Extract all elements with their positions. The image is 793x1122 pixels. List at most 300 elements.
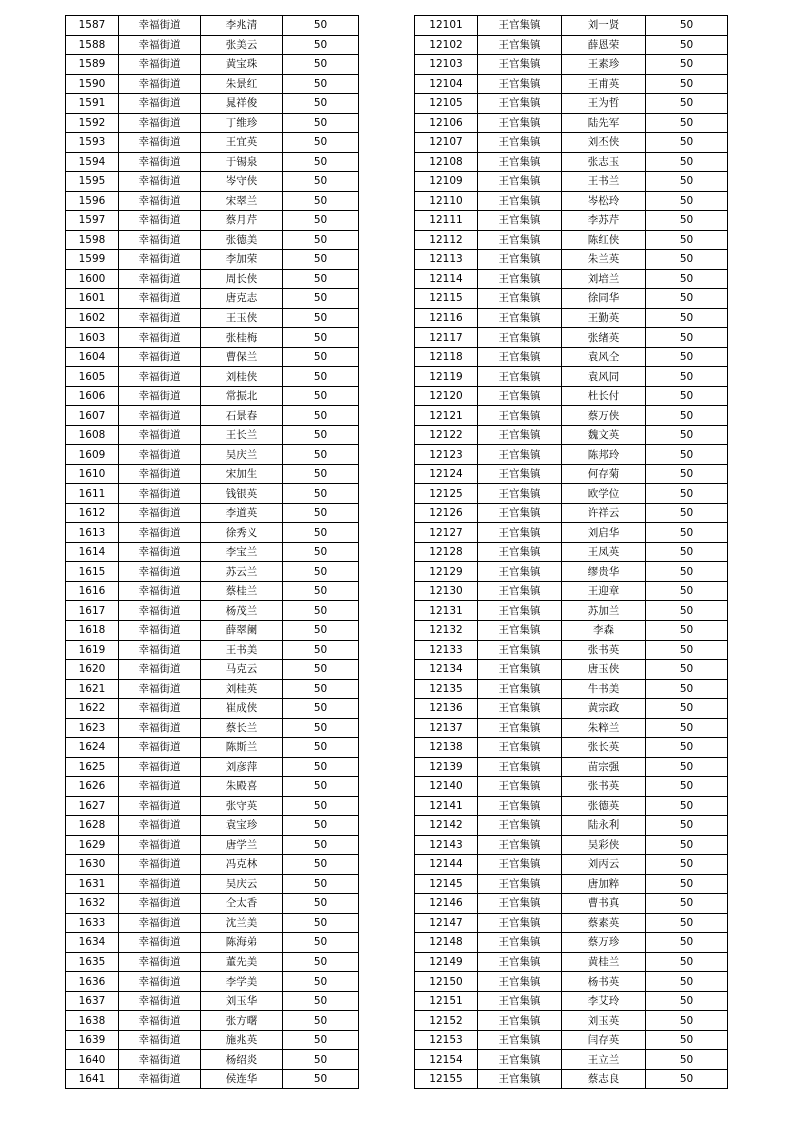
serial-number-cell: 1615 [66, 562, 119, 582]
amount-cell: 50 [283, 35, 359, 55]
person-name-cell: 蔡万侠 [562, 406, 646, 426]
amount-cell: 50 [283, 152, 359, 172]
table-row [415, 952, 728, 972]
amount-cell: 50 [646, 152, 728, 172]
person-name-cell: 苏云兰 [201, 562, 283, 582]
township-cell: 幸福街道 [119, 35, 201, 55]
person-name-cell: 张守英 [201, 796, 283, 816]
amount-cell: 50 [283, 289, 359, 309]
serial-number-cell: 1636 [66, 972, 119, 992]
person-name-cell: 李兆清 [201, 16, 283, 36]
township-cell: 王官集镇 [478, 269, 562, 289]
table-row [66, 757, 359, 777]
table-row [66, 542, 359, 562]
serial-number-cell: 12110 [415, 191, 478, 211]
person-name-cell: 蔡素英 [562, 913, 646, 933]
person-name-cell: 杨书英 [562, 972, 646, 992]
person-name-cell: 徐秀义 [201, 523, 283, 543]
township-cell: 幸福街道 [119, 699, 201, 719]
serial-number-cell: 12152 [415, 1011, 478, 1031]
serial-number-cell: 1635 [66, 952, 119, 972]
person-name-cell: 仝太香 [201, 894, 283, 914]
table-row [415, 464, 728, 484]
township-cell: 幸福街道 [119, 55, 201, 75]
table-row [66, 796, 359, 816]
township-cell: 王官集镇 [478, 718, 562, 738]
table-row [415, 679, 728, 699]
person-name-cell: 徐同华 [562, 289, 646, 309]
township-cell: 王官集镇 [478, 699, 562, 719]
table-row [66, 425, 359, 445]
amount-cell: 50 [646, 679, 728, 699]
township-cell: 幸福街道 [119, 660, 201, 680]
serial-number-cell: 12122 [415, 425, 478, 445]
person-name-cell: 陆永利 [562, 816, 646, 836]
serial-number-cell: 12146 [415, 894, 478, 914]
serial-number-cell: 12127 [415, 523, 478, 543]
amount-cell: 50 [646, 1011, 728, 1031]
person-name-cell: 李学美 [201, 972, 283, 992]
person-name-cell: 刘启华 [562, 523, 646, 543]
table-row [415, 718, 728, 738]
amount-cell: 50 [646, 425, 728, 445]
right-table [414, 15, 728, 1089]
person-name-cell: 张桂梅 [201, 328, 283, 348]
person-name-cell: 刘玉华 [201, 991, 283, 1011]
amount-cell: 50 [646, 211, 728, 231]
township-cell: 王官集镇 [478, 835, 562, 855]
township-cell: 幸福街道 [119, 1069, 201, 1089]
person-name-cell: 李道英 [201, 503, 283, 523]
person-name-cell: 张志玉 [562, 152, 646, 172]
person-name-cell: 张书英 [562, 640, 646, 660]
table-row [415, 894, 728, 914]
amount-cell: 50 [646, 640, 728, 660]
person-name-cell: 许祥云 [562, 503, 646, 523]
amount-cell: 50 [283, 1030, 359, 1050]
serial-number-cell: 12141 [415, 796, 478, 816]
person-name-cell: 沈兰美 [201, 913, 283, 933]
person-name-cell: 岑松玲 [562, 191, 646, 211]
amount-cell: 50 [646, 172, 728, 192]
township-cell: 王官集镇 [478, 952, 562, 972]
serial-number-cell: 1627 [66, 796, 119, 816]
table-row [415, 913, 728, 933]
serial-number-cell: 12129 [415, 562, 478, 582]
table-row [66, 74, 359, 94]
township-cell: 王官集镇 [478, 484, 562, 504]
amount-cell: 50 [646, 328, 728, 348]
serial-number-cell: 12136 [415, 699, 478, 719]
serial-number-cell: 1640 [66, 1050, 119, 1070]
serial-number-cell: 1595 [66, 172, 119, 192]
amount-cell: 50 [646, 933, 728, 953]
table-row [415, 991, 728, 1011]
person-name-cell: 朱殿喜 [201, 777, 283, 797]
serial-number-cell: 1604 [66, 347, 119, 367]
table-row [415, 406, 728, 426]
table-row [415, 1011, 728, 1031]
serial-number-cell: 12113 [415, 250, 478, 270]
township-cell: 幸福街道 [119, 796, 201, 816]
person-name-cell: 朱粹兰 [562, 718, 646, 738]
township-cell: 幸福街道 [119, 172, 201, 192]
table-row [415, 835, 728, 855]
amount-cell: 50 [283, 699, 359, 719]
table-row [415, 738, 728, 758]
serial-number-cell: 1631 [66, 874, 119, 894]
township-cell: 王官集镇 [478, 972, 562, 992]
serial-number-cell: 1621 [66, 679, 119, 699]
serial-number-cell: 12106 [415, 113, 478, 133]
township-cell: 王官集镇 [478, 894, 562, 914]
person-name-cell: 张方曙 [201, 1011, 283, 1031]
person-name-cell: 唐加粹 [562, 874, 646, 894]
township-cell: 幸福街道 [119, 601, 201, 621]
amount-cell: 50 [646, 406, 728, 426]
township-cell: 王官集镇 [478, 425, 562, 445]
serial-number-cell: 1620 [66, 660, 119, 680]
township-cell: 幸福街道 [119, 74, 201, 94]
amount-cell: 50 [283, 933, 359, 953]
person-name-cell: 曹书真 [562, 894, 646, 914]
serial-number-cell: 1609 [66, 445, 119, 465]
table-row [66, 191, 359, 211]
township-cell: 幸福街道 [119, 230, 201, 250]
serial-number-cell: 12114 [415, 269, 478, 289]
amount-cell: 50 [646, 367, 728, 387]
person-name-cell: 黄宝珠 [201, 55, 283, 75]
amount-cell: 50 [646, 952, 728, 972]
table-row [415, 640, 728, 660]
amount-cell: 50 [283, 406, 359, 426]
person-name-cell: 李森 [562, 620, 646, 640]
amount-cell: 50 [283, 191, 359, 211]
township-cell: 幸福街道 [119, 1011, 201, 1031]
amount-cell: 50 [283, 133, 359, 153]
amount-cell: 50 [283, 1011, 359, 1031]
township-cell: 王官集镇 [478, 152, 562, 172]
person-name-cell: 苗宗强 [562, 757, 646, 777]
table-row [66, 230, 359, 250]
serial-number-cell: 12109 [415, 172, 478, 192]
serial-number-cell: 1639 [66, 1030, 119, 1050]
amount-cell: 50 [646, 1030, 728, 1050]
township-cell: 幸福街道 [119, 152, 201, 172]
serial-number-cell: 12116 [415, 308, 478, 328]
person-name-cell: 袁宝珍 [201, 816, 283, 836]
township-cell: 王官集镇 [478, 757, 562, 777]
amount-cell: 50 [283, 94, 359, 114]
person-name-cell: 刘丕侠 [562, 133, 646, 153]
table-row [66, 816, 359, 836]
person-name-cell: 陈海弟 [201, 933, 283, 953]
serial-number-cell: 12117 [415, 328, 478, 348]
table-row [415, 816, 728, 836]
township-cell: 幸福街道 [119, 211, 201, 231]
amount-cell: 50 [646, 503, 728, 523]
serial-number-cell: 1630 [66, 855, 119, 875]
person-name-cell: 王素珍 [562, 55, 646, 75]
left-table-body [66, 16, 359, 1089]
township-cell: 王官集镇 [478, 601, 562, 621]
serial-number-cell: 1622 [66, 699, 119, 719]
amount-cell: 50 [283, 347, 359, 367]
amount-cell: 50 [283, 913, 359, 933]
table-row [415, 191, 728, 211]
serial-number-cell: 12115 [415, 289, 478, 309]
township-cell: 幸福街道 [119, 542, 201, 562]
table-row [415, 16, 728, 36]
table-row [415, 542, 728, 562]
serial-number-cell: 1603 [66, 328, 119, 348]
township-cell: 王官集镇 [478, 620, 562, 640]
person-name-cell: 晁祥俊 [201, 94, 283, 114]
table-row [415, 972, 728, 992]
township-cell: 幸福街道 [119, 523, 201, 543]
amount-cell: 50 [283, 777, 359, 797]
amount-cell: 50 [283, 562, 359, 582]
township-cell: 幸福街道 [119, 94, 201, 114]
person-name-cell: 欧学位 [562, 484, 646, 504]
amount-cell: 50 [646, 250, 728, 270]
person-name-cell: 张绪英 [562, 328, 646, 348]
amount-cell: 50 [646, 777, 728, 797]
table-row [415, 133, 728, 153]
township-cell: 幸福街道 [119, 406, 201, 426]
serial-number-cell: 12138 [415, 738, 478, 758]
serial-number-cell: 1618 [66, 620, 119, 640]
table-row [415, 445, 728, 465]
serial-number-cell: 1593 [66, 133, 119, 153]
table-row [66, 640, 359, 660]
serial-number-cell: 1605 [66, 367, 119, 387]
serial-number-cell: 1613 [66, 523, 119, 543]
serial-number-cell: 12153 [415, 1030, 478, 1050]
township-cell: 王官集镇 [478, 913, 562, 933]
person-name-cell: 王勤英 [562, 308, 646, 328]
table-row [415, 289, 728, 309]
township-cell: 幸福街道 [119, 113, 201, 133]
table-row [415, 308, 728, 328]
township-cell: 王官集镇 [478, 660, 562, 680]
table-row [415, 855, 728, 875]
township-cell: 幸福街道 [119, 952, 201, 972]
township-cell: 幸福街道 [119, 894, 201, 914]
amount-cell: 50 [283, 308, 359, 328]
person-name-cell: 杜长付 [562, 386, 646, 406]
amount-cell: 50 [283, 172, 359, 192]
table-row [415, 35, 728, 55]
township-cell: 王官集镇 [478, 523, 562, 543]
table-row [66, 523, 359, 543]
table-row [66, 445, 359, 465]
amount-cell: 50 [646, 699, 728, 719]
table-row [415, 94, 728, 114]
township-cell: 幸福街道 [119, 347, 201, 367]
township-cell: 幸福街道 [119, 133, 201, 153]
serial-number-cell: 1617 [66, 601, 119, 621]
serial-number-cell: 1596 [66, 191, 119, 211]
township-cell: 幸福街道 [119, 425, 201, 445]
amount-cell: 50 [646, 94, 728, 114]
amount-cell: 50 [283, 738, 359, 758]
serial-number-cell: 1614 [66, 542, 119, 562]
person-name-cell: 王甫英 [562, 74, 646, 94]
amount-cell: 50 [646, 738, 728, 758]
person-name-cell: 王凤英 [562, 542, 646, 562]
table-row [66, 269, 359, 289]
amount-cell: 50 [646, 562, 728, 582]
person-name-cell: 吴庆兰 [201, 445, 283, 465]
serial-number-cell: 12119 [415, 367, 478, 387]
amount-cell: 50 [283, 250, 359, 270]
table-row [415, 1030, 728, 1050]
amount-cell: 50 [283, 640, 359, 660]
township-cell: 王官集镇 [478, 347, 562, 367]
person-name-cell: 王书兰 [562, 172, 646, 192]
township-cell: 幸福街道 [119, 386, 201, 406]
township-cell: 幸福街道 [119, 874, 201, 894]
township-cell: 幸福街道 [119, 289, 201, 309]
serial-number-cell: 1632 [66, 894, 119, 914]
person-name-cell: 崔成侠 [201, 699, 283, 719]
table-row [66, 133, 359, 153]
serial-number-cell: 12148 [415, 933, 478, 953]
township-cell: 王官集镇 [478, 1011, 562, 1031]
serial-number-cell: 1624 [66, 738, 119, 758]
person-name-cell: 曹保兰 [201, 347, 283, 367]
table-row [66, 562, 359, 582]
amount-cell: 50 [283, 581, 359, 601]
serial-number-cell: 12103 [415, 55, 478, 75]
table-row [66, 660, 359, 680]
amount-cell: 50 [283, 269, 359, 289]
table-row [66, 328, 359, 348]
amount-cell: 50 [646, 464, 728, 484]
township-cell: 幸福街道 [119, 816, 201, 836]
table-row [66, 933, 359, 953]
table-row [415, 699, 728, 719]
person-name-cell: 陈斯兰 [201, 738, 283, 758]
amount-cell: 50 [646, 581, 728, 601]
township-cell: 幸福街道 [119, 640, 201, 660]
table-row [66, 386, 359, 406]
serial-number-cell: 12155 [415, 1069, 478, 1089]
serial-number-cell: 12134 [415, 660, 478, 680]
table-row [66, 913, 359, 933]
person-name-cell: 李艾玲 [562, 991, 646, 1011]
serial-number-cell: 12154 [415, 1050, 478, 1070]
amount-cell: 50 [283, 679, 359, 699]
township-cell: 幸福街道 [119, 777, 201, 797]
amount-cell: 50 [646, 972, 728, 992]
person-name-cell: 蔡桂兰 [201, 581, 283, 601]
township-cell: 王官集镇 [478, 16, 562, 36]
amount-cell: 50 [646, 835, 728, 855]
serial-number-cell: 12137 [415, 718, 478, 738]
serial-number-cell: 12130 [415, 581, 478, 601]
person-name-cell: 黄宗政 [562, 699, 646, 719]
table-row [66, 347, 359, 367]
table-row [66, 874, 359, 894]
table-row [415, 386, 728, 406]
township-cell: 王官集镇 [478, 874, 562, 894]
table-row [66, 55, 359, 75]
table-row [66, 1069, 359, 1089]
table-row [66, 991, 359, 1011]
amount-cell: 50 [646, 347, 728, 367]
amount-cell: 50 [283, 55, 359, 75]
person-name-cell: 闫存英 [562, 1030, 646, 1050]
serial-number-cell: 1607 [66, 406, 119, 426]
left-table [65, 15, 359, 1089]
serial-number-cell: 12145 [415, 874, 478, 894]
serial-number-cell: 1623 [66, 718, 119, 738]
serial-number-cell: 12102 [415, 35, 478, 55]
amount-cell: 50 [646, 718, 728, 738]
serial-number-cell: 12126 [415, 503, 478, 523]
amount-cell: 50 [646, 35, 728, 55]
person-name-cell: 吴庆云 [201, 874, 283, 894]
table-row [415, 211, 728, 231]
table-row [66, 367, 359, 387]
person-name-cell: 刘玉英 [562, 1011, 646, 1031]
serial-number-cell: 12143 [415, 835, 478, 855]
township-cell: 王官集镇 [478, 1030, 562, 1050]
table-row [415, 347, 728, 367]
amount-cell: 50 [283, 660, 359, 680]
amount-cell: 50 [283, 74, 359, 94]
table-row [66, 152, 359, 172]
amount-cell: 50 [646, 757, 728, 777]
table-row [415, 757, 728, 777]
township-cell: 幸福街道 [119, 933, 201, 953]
township-cell: 幸福街道 [119, 367, 201, 387]
serial-number-cell: 12121 [415, 406, 478, 426]
amount-cell: 50 [283, 113, 359, 133]
table-row [66, 601, 359, 621]
person-name-cell: 董先美 [201, 952, 283, 972]
amount-cell: 50 [283, 328, 359, 348]
person-name-cell: 刘培兰 [562, 269, 646, 289]
serial-number-cell: 12120 [415, 386, 478, 406]
amount-cell: 50 [283, 620, 359, 640]
township-cell: 幸福街道 [119, 855, 201, 875]
person-name-cell: 唐克志 [201, 289, 283, 309]
person-name-cell: 张德英 [562, 796, 646, 816]
person-name-cell: 张长英 [562, 738, 646, 758]
table-row [66, 406, 359, 426]
serial-number-cell: 12125 [415, 484, 478, 504]
amount-cell: 50 [283, 484, 359, 504]
table-row [415, 250, 728, 270]
amount-cell: 50 [283, 16, 359, 36]
person-name-cell: 陆先军 [562, 113, 646, 133]
township-cell: 王官集镇 [478, 55, 562, 75]
township-cell: 王官集镇 [478, 191, 562, 211]
person-name-cell: 张德美 [201, 230, 283, 250]
amount-cell: 50 [646, 308, 728, 328]
amount-cell: 50 [283, 464, 359, 484]
table-row [66, 952, 359, 972]
amount-cell: 50 [646, 601, 728, 621]
serial-number-cell: 12144 [415, 855, 478, 875]
person-name-cell: 宋加生 [201, 464, 283, 484]
township-cell: 王官集镇 [478, 503, 562, 523]
serial-number-cell: 12147 [415, 913, 478, 933]
person-name-cell: 刘彦萍 [201, 757, 283, 777]
